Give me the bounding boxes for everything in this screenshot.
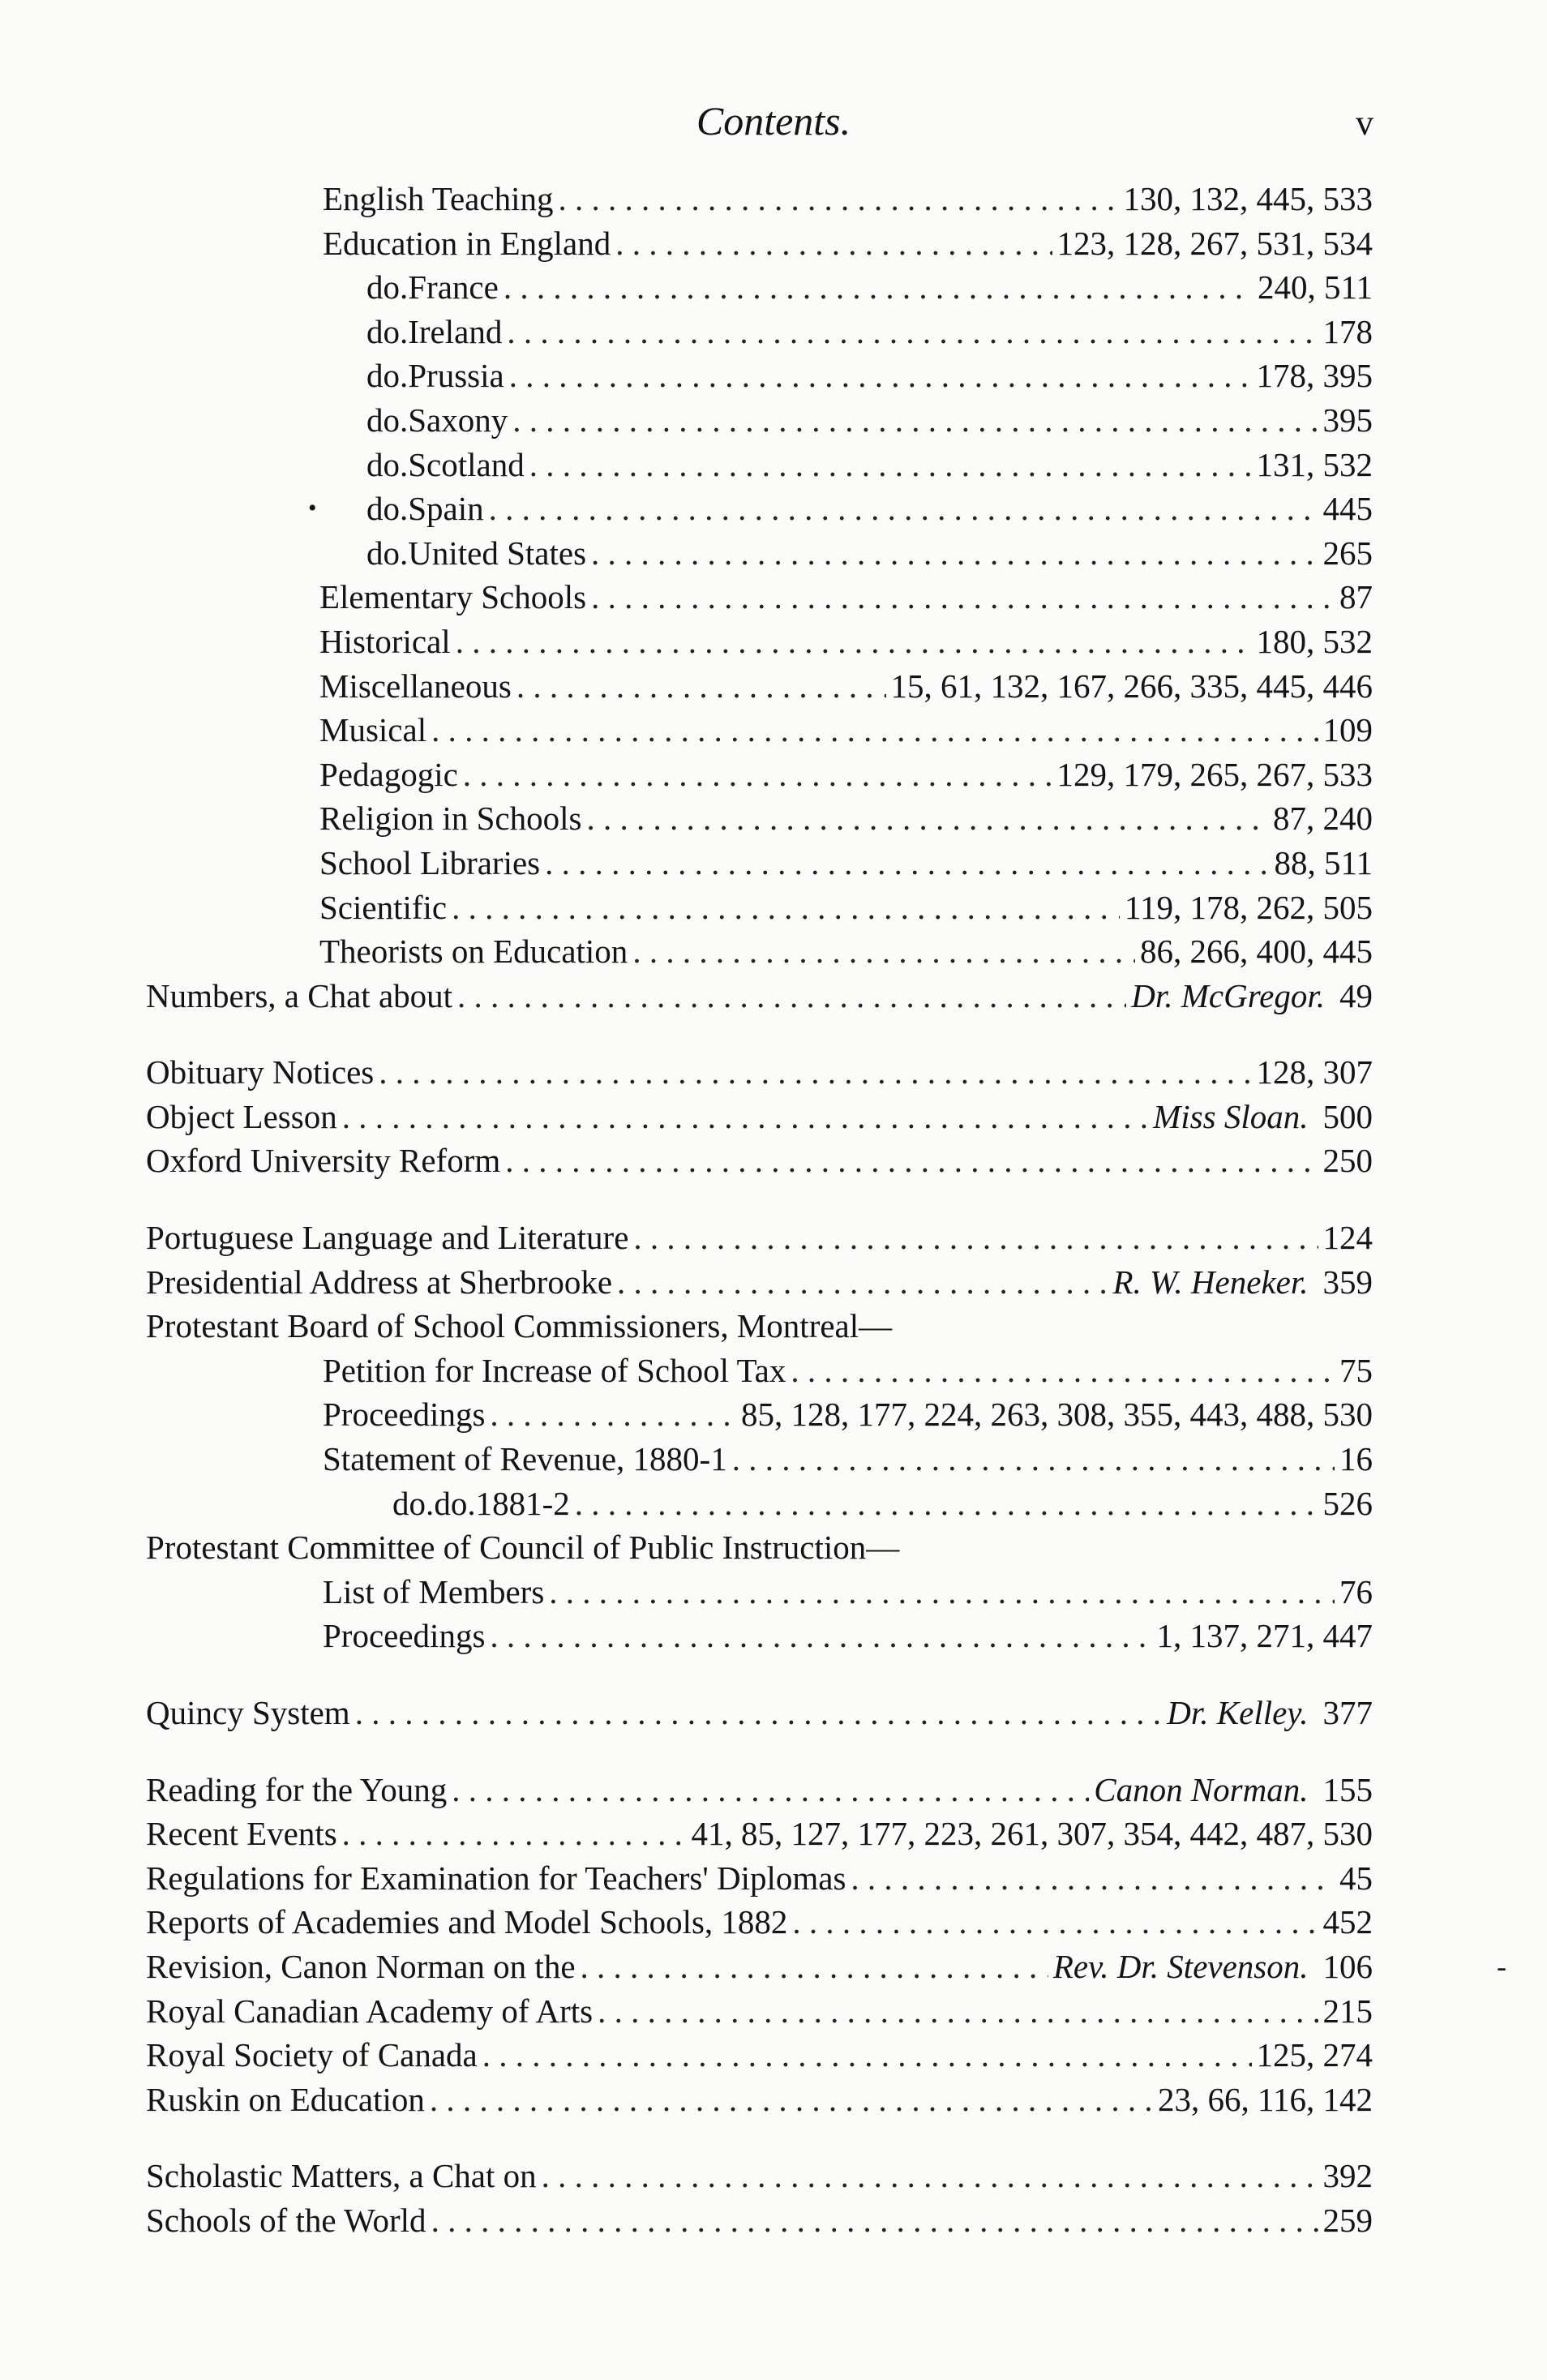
entry-label: Spain: [408, 490, 484, 528]
entry-pages: 445: [1322, 490, 1373, 528]
entry-author: Dr. Kelley.: [1167, 1694, 1309, 1731]
index-heading: [0, 1525, 1547, 1570]
index-entry: [0, 1945, 1547, 1989]
entry-pages: 75: [1339, 1351, 1373, 1389]
entry-pages: 155: [1322, 1770, 1373, 1808]
index-entry: [0, 886, 1547, 930]
leader-dots: [549, 1570, 1335, 1615]
index-entry: [0, 1216, 1547, 1260]
index-entry: [0, 177, 1547, 221]
leader-dots: [490, 1392, 736, 1437]
leader-dots: [509, 354, 1252, 398]
entry-label: Object Lesson: [146, 1097, 337, 1135]
entry-label: Reading for the Young: [146, 1770, 448, 1808]
index-entry: [0, 664, 1547, 709]
entry-label: Numbers, a Chat about: [146, 976, 453, 1014]
entry-pages: 16: [1339, 1440, 1373, 1478]
ditto-mark: do.: [366, 445, 409, 483]
ditto-mark: do.: [366, 268, 409, 307]
entry-author: Miss Sloan.: [1153, 1097, 1309, 1135]
entry-label: Theorists on Education: [319, 933, 628, 971]
leader-dots: [342, 1095, 1148, 1139]
leader-dots: [732, 1437, 1335, 1482]
ditto-mark: do.: [366, 312, 409, 350]
entry-pages: 265: [1322, 534, 1373, 572]
entry-pages: 1, 137, 271, 447: [1156, 1617, 1373, 1655]
leader-dots: [617, 1260, 1108, 1305]
entry-pages: 125, 274: [1256, 2036, 1373, 2074]
index-entry: [0, 1349, 1547, 1393]
index-entry: [0, 1392, 1547, 1437]
entry-label: Revision, Canon Norman on the: [146, 1947, 576, 1985]
ditto-mark: do.: [366, 490, 409, 528]
leader-dots: [463, 753, 1052, 797]
entry-label: School Libraries: [319, 843, 541, 881]
entry-label: Presidential Address at Sherbrooke: [146, 1263, 613, 1301]
index-entry: [0, 265, 1547, 310]
leader-dots: [490, 1614, 1151, 1658]
leader-dots: [633, 1216, 1318, 1260]
entry-pages: 180, 532: [1256, 622, 1373, 660]
entry-pages: 377: [1322, 1694, 1373, 1731]
entry-pages: 178: [1322, 312, 1373, 350]
entry-label: 1881-2: [475, 1484, 570, 1522]
index-entry: [0, 1989, 1547, 2034]
leader-dots: [558, 177, 1118, 221]
leader-dots: [489, 487, 1318, 531]
entry-label: Ireland: [408, 312, 503, 350]
entry-label: Protestant Board of School Commissioners, Montreal—: [146, 1307, 893, 1345]
leader-dots: [379, 1050, 1251, 1095]
entry-pages: 87, 240: [1273, 800, 1373, 838]
index-entry: [0, 1856, 1547, 1901]
index-entry: [0, 1614, 1547, 1658]
entry-label: United States: [408, 534, 587, 572]
index-entry: [0, 974, 1547, 1018]
leader-dots: [342, 1812, 687, 1856]
index-entry: [0, 1900, 1547, 1945]
index-entry: [0, 1768, 1547, 1812]
entry-label: Royal Canadian Academy of Arts: [146, 1992, 594, 2030]
leader-dots: [431, 2198, 1318, 2243]
entry-pages: 359: [1322, 1263, 1373, 1301]
entry-pages: 87: [1339, 578, 1373, 616]
leader-dots: [452, 886, 1120, 930]
ditto-mark: do.: [392, 1484, 435, 1522]
index-entry: [0, 2033, 1547, 2078]
entry-label: Scotland: [408, 445, 525, 483]
entry-pages: 452: [1322, 1903, 1373, 1941]
leader-dots: [591, 575, 1335, 620]
leader-dots: [598, 1989, 1318, 2034]
leader-dots: [615, 221, 1052, 266]
entry-pages: 259: [1322, 2201, 1373, 2239]
leader-dots: [632, 929, 1135, 974]
entry-label: Historical: [319, 622, 451, 660]
index-entry: [0, 1437, 1547, 1482]
leader-dots: [507, 310, 1318, 354]
entry-author: Dr. McGregor.: [1131, 976, 1325, 1014]
entry-label: Prussia: [408, 357, 504, 395]
index-entry: [0, 221, 1547, 266]
entry-pages: 130, 132, 445, 533: [1123, 180, 1373, 217]
entry-pages: 392: [1322, 2157, 1373, 2195]
leader-dots: [591, 531, 1318, 576]
ditto-mark: do.: [366, 534, 409, 572]
entry-pages: 109: [1322, 711, 1373, 749]
leader-dots: [431, 708, 1318, 753]
index-entry: [0, 575, 1547, 620]
index-entry: [0, 796, 1547, 841]
index-entry: [0, 1482, 1547, 1526]
index-heading: [0, 1304, 1547, 1349]
entry-label: Portuguese Language and Literature: [146, 1219, 629, 1257]
entry-pages: 88, 511: [1274, 843, 1373, 881]
entry-pages: 106: [1322, 1947, 1373, 1985]
entry-label: Proceedings: [323, 1617, 486, 1655]
entry-pages: 119, 178, 262, 505: [1125, 888, 1373, 926]
leader-dots: [504, 265, 1253, 310]
index-entry: [0, 753, 1547, 797]
stray-mark: •: [308, 495, 317, 522]
entry-pages: 395: [1322, 401, 1373, 439]
entry-label: Reports of Academies and Model Schools, 1882: [146, 1903, 788, 1941]
index-entry: [0, 620, 1547, 664]
entry-pages: 526: [1322, 1484, 1373, 1522]
page-header: [0, 97, 1547, 162]
index-entry: [0, 1139, 1547, 1183]
leader-dots: [482, 2033, 1252, 2078]
entry-label: Miscellaneous: [319, 667, 512, 705]
entry-pages: 128, 307: [1256, 1053, 1373, 1091]
leader-dots: [529, 443, 1252, 487]
index-entry: [0, 443, 1547, 487]
index-entry: [0, 310, 1547, 354]
entry-pages: 41, 85, 127, 177, 223, 261, 307, 354, 442, 487, 530: [691, 1815, 1373, 1853]
index-entry: [0, 1095, 1547, 1139]
index-entry: [0, 708, 1547, 753]
leader-dots: [355, 1691, 1163, 1735]
leader-dots: [575, 1482, 1318, 1526]
page-number: v: [1356, 103, 1373, 143]
index-entry: [0, 841, 1547, 886]
entry-pages: 23, 66, 116, 142: [1158, 2080, 1373, 2118]
entry-label: Regulations for Examination for Teachers' Diplomas: [146, 1859, 846, 1897]
entry-pages: 123, 128, 267, 531, 534: [1056, 224, 1373, 262]
running-title: Contents.: [696, 98, 851, 144]
index-entry: [0, 929, 1547, 974]
entry-label: France: [408, 268, 499, 307]
entry-label: Statement of Revenue, 1880-1: [323, 1440, 727, 1478]
ditto-mark: do.: [366, 357, 409, 395]
index-entry: [0, 2198, 1547, 2243]
entry-pages: 240, 511: [1258, 268, 1373, 307]
entry-label: Musical: [319, 711, 427, 749]
entry-pages: 178, 395: [1256, 357, 1373, 395]
index-entry: [0, 2154, 1547, 2198]
index-entry: [0, 1050, 1547, 1095]
entry-author: R. W. Heneker.: [1112, 1263, 1309, 1301]
index-entry: [0, 398, 1547, 443]
index-entry: [0, 354, 1547, 398]
entry-pages: 76: [1339, 1572, 1373, 1610]
entry-label: Scholastic Matters, a Chat on: [146, 2157, 537, 2195]
leader-dots: [512, 398, 1318, 443]
entry-label: Royal Society of Canada: [146, 2036, 478, 2074]
entry-label: English Teaching: [323, 180, 554, 217]
leader-dots: [792, 1900, 1318, 1945]
index-entry: [0, 487, 1547, 531]
index-entry: [0, 1570, 1547, 1615]
entry-label: Scientific: [319, 888, 448, 926]
entry-label: Elementary Schools: [319, 578, 587, 616]
entry-label: List of Members: [323, 1572, 545, 1610]
leader-dots: [430, 2078, 1153, 2122]
entry-pages: 215: [1322, 1992, 1373, 2030]
entry-pages: 500: [1322, 1097, 1373, 1135]
entry-pages: 49: [1339, 976, 1373, 1014]
entry-label: Protestant Committee of Council of Public Instruction—: [146, 1529, 900, 1567]
index-entry: [0, 531, 1547, 576]
entry-label: Obituary Notices: [146, 1053, 375, 1091]
ditto-mark: do.: [434, 1484, 476, 1522]
entry-pages: 131, 532: [1256, 445, 1373, 483]
entry-label: Religion in Schools: [319, 800, 582, 838]
leader-dots: [516, 664, 886, 709]
entry-pages: 86, 266, 400, 445: [1140, 933, 1373, 971]
entry-pages: 85, 128, 177, 224, 263, 308, 355, 443, 488, 530: [741, 1396, 1373, 1434]
entry-label: Pedagogic: [319, 755, 458, 793]
leader-dots: [457, 974, 1126, 1018]
index-entry: [0, 1691, 1547, 1735]
leader-dots: [505, 1139, 1318, 1183]
entry-pages: 129, 179, 265, 267, 533: [1056, 755, 1373, 793]
index-entry: [0, 2078, 1547, 2122]
leader-dots: [791, 1349, 1335, 1393]
leader-dots: [586, 796, 1268, 841]
entry-pages: 124: [1322, 1219, 1373, 1257]
entry-pages: 250: [1322, 1142, 1373, 1180]
entry-label: Saxony: [408, 401, 508, 439]
entry-label: Oxford University Reform: [146, 1142, 501, 1180]
stray-mark: -: [1497, 1949, 1506, 1983]
entry-label: Quincy System: [146, 1694, 350, 1731]
leader-dots: [545, 841, 1269, 886]
entry-label: Schools of the World: [146, 2201, 426, 2239]
leader-dots: [851, 1856, 1335, 1901]
entry-label: Proceedings: [323, 1396, 486, 1434]
leader-dots: [452, 1768, 1089, 1812]
entry-label: Recent Events: [146, 1815, 337, 1853]
leader-dots: [542, 2154, 1318, 2198]
leader-dots: [456, 620, 1252, 664]
entry-author: Canon Norman.: [1094, 1770, 1309, 1808]
ditto-mark: do.: [366, 401, 409, 439]
entry-label: Petition for Increase of School Tax: [323, 1351, 786, 1389]
index-entry: [0, 1812, 1547, 1856]
entry-label: Education in England: [323, 224, 611, 262]
index-entry: [0, 1260, 1547, 1305]
index-entries: [0, 177, 1547, 2243]
entry-label: Ruskin on Education: [146, 2080, 425, 2118]
entry-author: Rev. Dr. Stevenson.: [1052, 1947, 1309, 1985]
entry-pages: 15, 61, 132, 167, 266, 335, 445, 446: [890, 667, 1373, 705]
leader-dots: [581, 1945, 1048, 1989]
entry-pages: 45: [1339, 1859, 1373, 1897]
